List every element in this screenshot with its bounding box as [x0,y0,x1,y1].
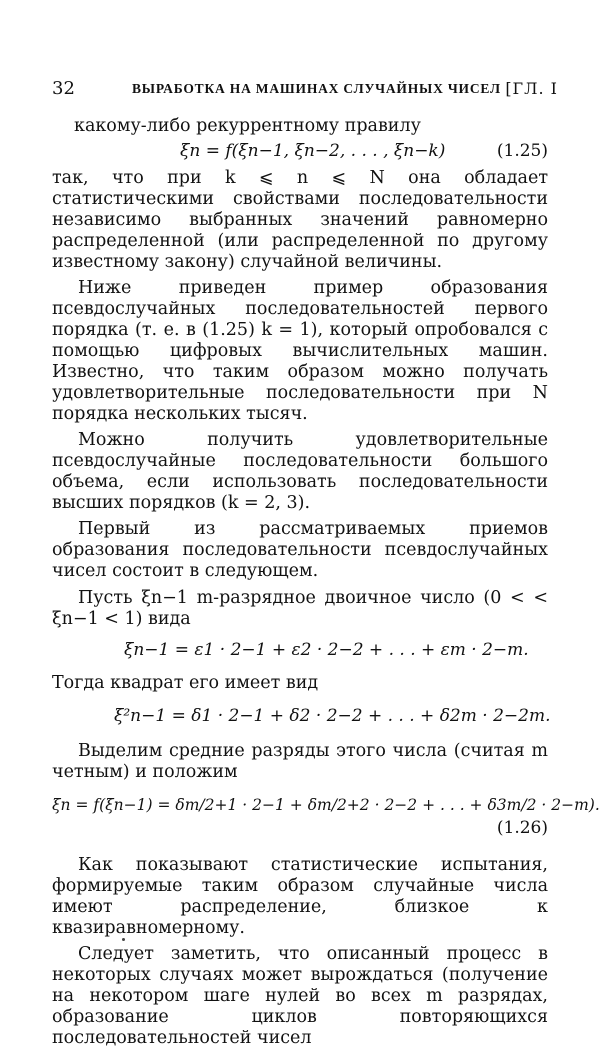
paragraph-square: Тогда квадрат его имеет вид [52,673,319,693]
equation-1-26 [52,795,600,816]
equation-xi-text: ξn−1 = ε1 · 2−1 + ε2 · 2−2 + . . . + εm · 2−m. [124,640,529,660]
equation-1-25 [52,141,548,162]
paragraph-statistical-tests: Как показывают статистические испытания, формируемые таким образом случайные числа имеют распределение, близкое к квазиравномерному. [52,855,548,938]
running-title: ВЫРАБОТКА НА МАШИНАХ СЛУЧАЙНЫХ ЧИСЕЛ [132,81,501,96]
chapter-reference: [ГЛ. I [505,79,558,98]
equation-square [52,706,551,727]
paragraph-first-method: Первый из рассматриваемых приемов образования последовательности псевдослучайных чисел состоит в следующем. [52,519,548,581]
paragraph-degeneration: Следует заметить, что описанный процесс в некоторых случаях может вырождаться (получение на некотором шаге нулей во всех m разрядах, образование циклов повторяющихся последовательностей чисел [52,944,548,1048]
equation-square-text: ξ²n−1 = δ1 · 2−1 + δ2 · 2−2 + . . . + δ2m · 2−2m. [114,706,551,726]
page-body [52,116,600,1049]
equation-1-25-number: (1.25) [496,141,548,161]
page-number: 32 [52,78,75,99]
paragraph-higher-order: Можно получить удовлетворительные псевдослучайные последовательности большого объема, если использовать последовательности высших порядков (k = 2, 3). [52,430,548,513]
equation-1-26-text: ξn = f(ξn−1) = δm/2+1 · 2−1 + δm/2+2 · 2−2 + . . . + δ3m/2 · 2−m). [52,796,600,814]
paragraph-example: Ниже приведен пример образования псевдослучайных последовательностей первого порядка (т. е. в (1.25) k = 1), который опробовался с помощью цифровых вычислительных машин. Известно, что таким образом можно получать удовлетворительные последовательности при N порядка нескольких тысяч. [52,278,548,424]
paragraph-middle-digits: Выделим средние разряды этого числа (считая m четным) и положим [52,741,548,782]
equation-xi [52,640,548,661]
ink-speck [122,938,125,941]
equation-1-25-text: ξn = f(ξn−1, ξn−2, . . . , ξn−k) [180,141,446,161]
paragraph-intro: какому-либо рекуррентному правилу [74,116,421,136]
paragraph-let: Пусть ξn−1 m-разрядное двоичное число (0 < < ξn−1 < 1) вида [52,588,548,629]
equation-1-26-number: (1.26) [496,818,548,838]
paragraph-properties: так, что при k ⩽ n ⩽ N она обладает статистическими свойствами последовательности независимо выбранных значений равномерно распределенной (или распределенной по другому известному закону) случайной величины. [52,168,548,272]
page-header [52,78,558,102]
